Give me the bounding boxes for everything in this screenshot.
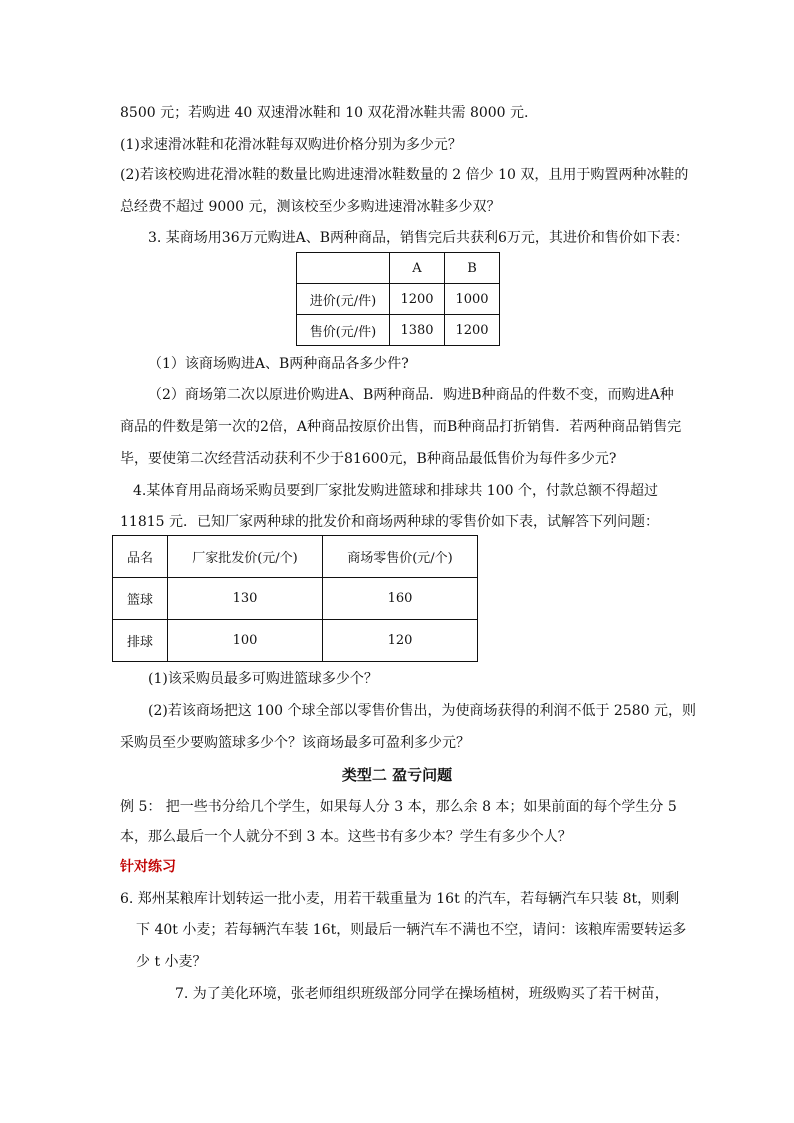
table-cell: 篮球 <box>113 578 168 620</box>
table-cell: 1200 <box>445 315 500 346</box>
table-cell <box>297 253 390 284</box>
table-cell: 120 <box>323 620 478 662</box>
paragraph: (2)若该商场把这 100 个球全部以零售价售出，为使商场获得的利润不低于 2580 元，则 <box>148 703 696 719</box>
paragraph: 少 t 小麦？ <box>136 954 207 970</box>
paragraph: 毕，要使第二次经营活动获利不少于81600元，B种商品最低售价为每件多少元? <box>120 451 617 467</box>
paragraph: （1）该商场购进A、B两种商品各多少件? <box>148 356 409 372</box>
paragraph: 11815 元．已知厂家两种球的批发价和商场两种球的零售价如下表，试解答下列问题： <box>120 514 659 530</box>
table-cell: B <box>445 253 500 284</box>
table-row <box>297 284 500 315</box>
paragraph: (2)若该校购进花滑冰鞋的数量比购进速滑冰鞋数量的 2 倍少 10 双，且用于购置两种冰鞋的 <box>120 167 689 183</box>
paragraph: 采购员至少要购篮球多少个？该商场最多可盈利多少元？ <box>120 735 470 751</box>
paragraph: 8500 元；若购进 40 双速滑冰鞋和 10 双花滑冰鞋共需 8000 元. <box>120 105 529 121</box>
table-cell: 100 <box>168 620 323 662</box>
paragraph: (1)求速滑冰鞋和花滑冰鞋每双购进价格分别为多少元？ <box>120 137 462 153</box>
table-header-row <box>297 253 500 284</box>
table-cell: 1200 <box>390 284 445 315</box>
table-cell: 商场零售价(元/个) <box>323 536 478 578</box>
paragraph: 总经费不超过 9000 元，测该校至少多购进速滑冰鞋多少双？ <box>120 199 501 215</box>
table-row <box>297 315 500 346</box>
section-heading: 类型二 盈亏问题 <box>341 766 453 784</box>
paragraph: 例 5： 把一些书分给几个学生，如果每人分 3 本，那么余 8 本；如果前面的每个学生分 5 <box>120 799 677 815</box>
paragraph: （2）商场第二次以原进价购进A、B两种商品．购进B种商品的件数不变，而购进A种 <box>148 387 674 403</box>
table-cell: 1000 <box>445 284 500 315</box>
table-cell: 160 <box>323 578 478 620</box>
table-cell: 1380 <box>390 315 445 346</box>
table-cell: 130 <box>168 578 323 620</box>
table-cell: 售价(元/件) <box>297 315 390 346</box>
paragraph: 本，那么最后一个人就分不到 3 本。这些书有多少本？学生有多少个人？ <box>120 829 572 845</box>
price-table-ab <box>296 252 500 346</box>
table-cell: 品名 <box>113 536 168 578</box>
table-cell: 厂家批发价(元/个) <box>168 536 323 578</box>
ball-price-table <box>112 535 478 662</box>
table-header-row <box>113 536 478 578</box>
table-row <box>113 578 478 620</box>
table-cell: A <box>390 253 445 284</box>
table-cell: 进价(元/件) <box>297 284 390 315</box>
paragraph: 6. 郑州某粮库计划转运一批小麦，用若干载重量为 16t 的汽车，若每辆汽车只装 8t，则剩 <box>120 891 680 907</box>
practice-label: 针对练习 <box>120 859 176 875</box>
paragraph: 7. 为了美化环境，张老师组织班级部分同学在操场植树，班级购买了若干树苗， <box>175 986 669 1002</box>
paragraph: (1)该采购员最多可购进篮球多少个？ <box>148 671 378 687</box>
paragraph: 3. 某商场用36万元购进A、B两种商品，销售完后共获利6万元，其进价和售价如下表： <box>148 230 689 246</box>
table-cell: 排球 <box>113 620 168 662</box>
paragraph: 下 40t 小麦；若每辆汽车装 16t，则最后一辆汽车不满也不空，请问：该粮库需要转运多 <box>136 922 687 938</box>
paragraph: 商品的件数是第一次的2倍，A种商品按原价出售，而B种商品打折销售．若两种商品销售完 <box>120 419 682 435</box>
table-row <box>113 620 478 662</box>
paragraph: 4.某体育用品商场采购员要到厂家批发购进篮球和排球共 100 个，付款总额不得超过 <box>133 483 658 499</box>
